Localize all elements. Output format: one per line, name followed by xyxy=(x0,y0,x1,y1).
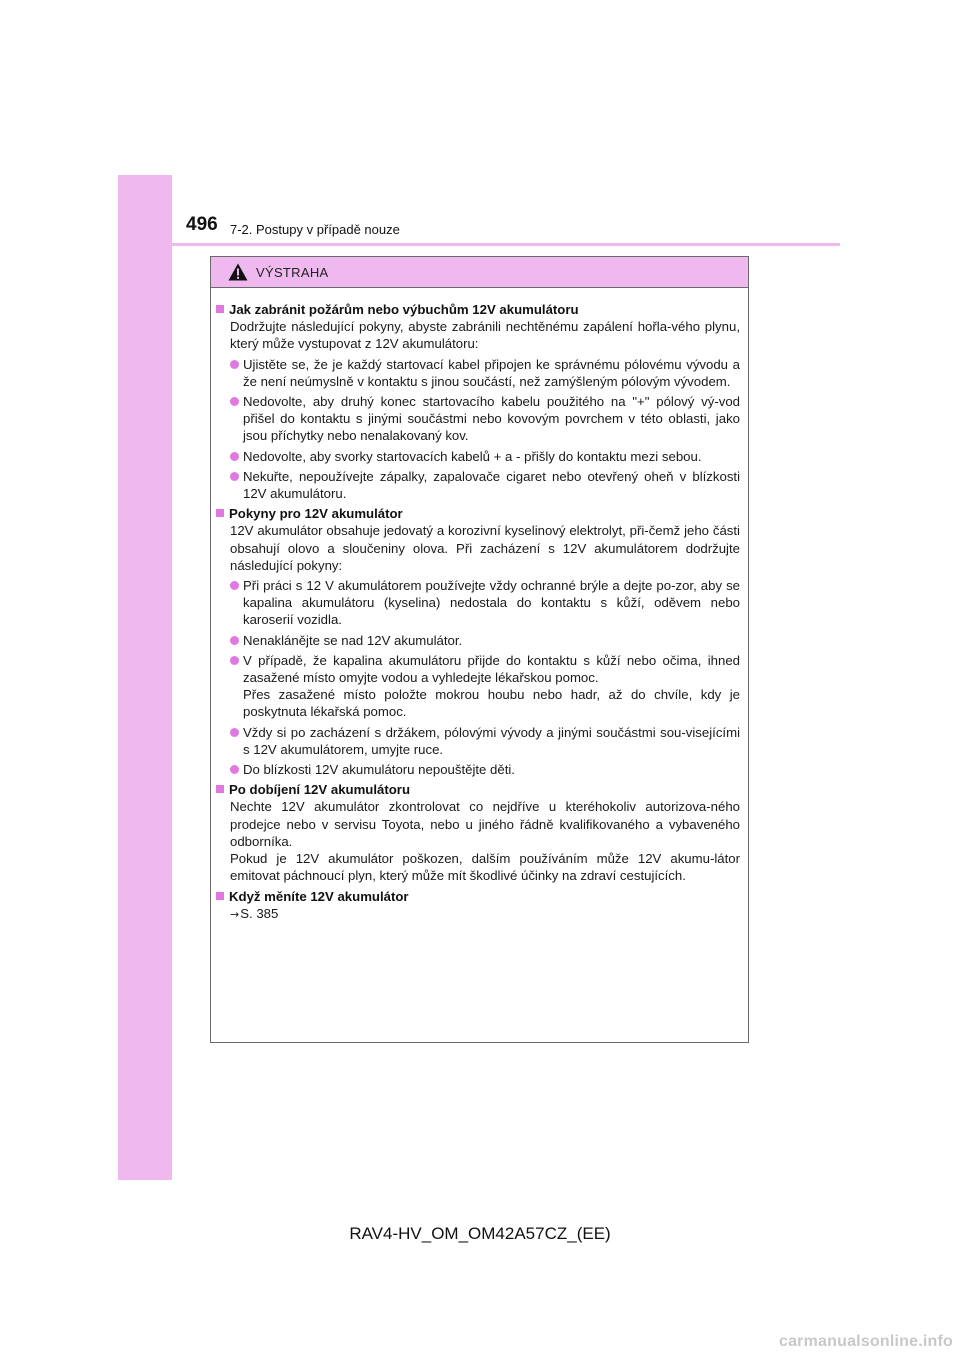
list-item: Do blízkosti 12V akumulátoru nepouštějte děti. xyxy=(216,761,740,778)
header-divider xyxy=(172,243,840,246)
section-title: 7-2. Postupy v případě nouze xyxy=(230,222,400,237)
list-item: Při práci s 12 V akumulátorem používejte vždy ochranné brýle a dejte po-zor, aby se kapalina akumulátoru (kyselina) nedostala do kontaktu s kůží, oděvem nebo karoserií vozidla. xyxy=(216,577,740,629)
warning-body xyxy=(211,288,748,923)
round-bullet-icon xyxy=(230,765,239,774)
round-bullet-icon xyxy=(230,397,239,406)
arrow-right-icon: → xyxy=(230,907,240,921)
section-heading: Po dobíjení 12V akumulátoru xyxy=(216,781,740,798)
section-after-recharging xyxy=(216,781,740,884)
round-bullet-icon xyxy=(230,472,239,481)
section-paragraph: Nechte 12V akumulátor zkontrolovat co nejdříve u kteréhokoliv autorizova-ného prodejce nebo v servisu Toyota, nebo u jiného řádně kvalifikovaného a vybaveného odborníka. Pokud je 12V akumulátor poškozen, dalším používáním může 12V akumu-látor emitovat páchnoucí plyn, který může mít škodlivé účinky na zdraví cestujících. xyxy=(230,799,740,884)
list-item: Vždy si po zacházení s držákem, pólovými vývody a jinými součástmi sou-visejícími s 12V akumulátorem, umyjte ruce. xyxy=(216,724,740,758)
section-replacing-battery xyxy=(216,888,740,923)
round-bullet-icon xyxy=(230,728,239,737)
square-bullet-icon xyxy=(216,509,224,517)
section-battery-precautions xyxy=(216,505,740,778)
section-heading: Když měníte 12V akumulátor xyxy=(216,888,740,905)
round-bullet-icon xyxy=(230,360,239,369)
section-paragraph: Dodržujte následující pokyny, abyste zabránili nechtěnému zapálení hořla-vého plynu, který může vystupovat z 12V akumulátoru: xyxy=(230,319,740,352)
round-bullet-icon xyxy=(230,581,239,590)
section-paragraph: 12V akumulátor obsahuje jedovatý a korozivní kyselinový elektrolyt, při-čemž jeho části obsahují olovo a sloučeniny olova. Při zacházení s 12V akumulátorem dodržujte následující pokyny: xyxy=(230,523,740,573)
warning-box xyxy=(210,256,749,1043)
page-reference-link[interactable]: →S. 385 xyxy=(230,905,279,921)
list-item: Nedovolte, aby druhý konec startovacího kabelu použitého na "+" pólový vý-vod přišel do kontaktu s jinými součástmi nebo kovovým povrchem v této oblasti, jako jsou příchytky nebo nenalakovaný kov. xyxy=(216,393,740,445)
round-bullet-icon xyxy=(230,452,239,461)
list-item: Nedovolte, aby svorky startovacích kabelů + a - přišly do kontaktu mezi sebou. xyxy=(216,448,740,465)
square-bullet-icon xyxy=(216,305,224,313)
square-bullet-icon xyxy=(216,785,224,793)
warning-title: VÝSTRAHA xyxy=(256,265,329,280)
warning-triangle-icon xyxy=(228,263,248,281)
round-bullet-icon xyxy=(230,656,239,665)
list-item: Nekuřte, nepoužívejte zápalky, zapalovače cigaret nebo otevřený oheň v blízkosti 12V akumulátoru. xyxy=(216,468,740,502)
watermark: carmanualsonline.info xyxy=(778,1333,953,1350)
section-heading: Pokyny pro 12V akumulátor xyxy=(216,505,740,522)
chapter-side-tab xyxy=(118,175,172,1180)
page-number: 496 xyxy=(186,214,218,235)
list-item: Nenaklánějte se nad 12V akumulátor. xyxy=(216,632,740,649)
square-bullet-icon xyxy=(216,892,224,900)
section-heading: Jak zabránit požárům nebo výbuchům 12V akumulátoru xyxy=(216,301,740,318)
warning-header xyxy=(211,257,748,288)
document-code: RAV4-HV_OM_OM42A57CZ_(EE) xyxy=(349,1224,611,1243)
section-fire-prevention xyxy=(216,301,740,502)
list-item: V případě, že kapalina akumulátoru přijde do kontaktu s kůží nebo očima, ihned zasažené místo omyjte vodou a vyhledejte lékařskou pomoc. Přes zasažené místo položte mokrou houbu nebo hadr, až do chvíle, kdy je poskytnuta lékařská pomoc. xyxy=(216,652,740,721)
round-bullet-icon xyxy=(230,636,239,645)
list-item: Ujistěte se, že je každý startovací kabel připojen ke správnému pólovému vývodu a že není neúmyslně v kontaktu s jinou součástí, než zamýšleným pólovým vývodem. xyxy=(216,356,740,390)
